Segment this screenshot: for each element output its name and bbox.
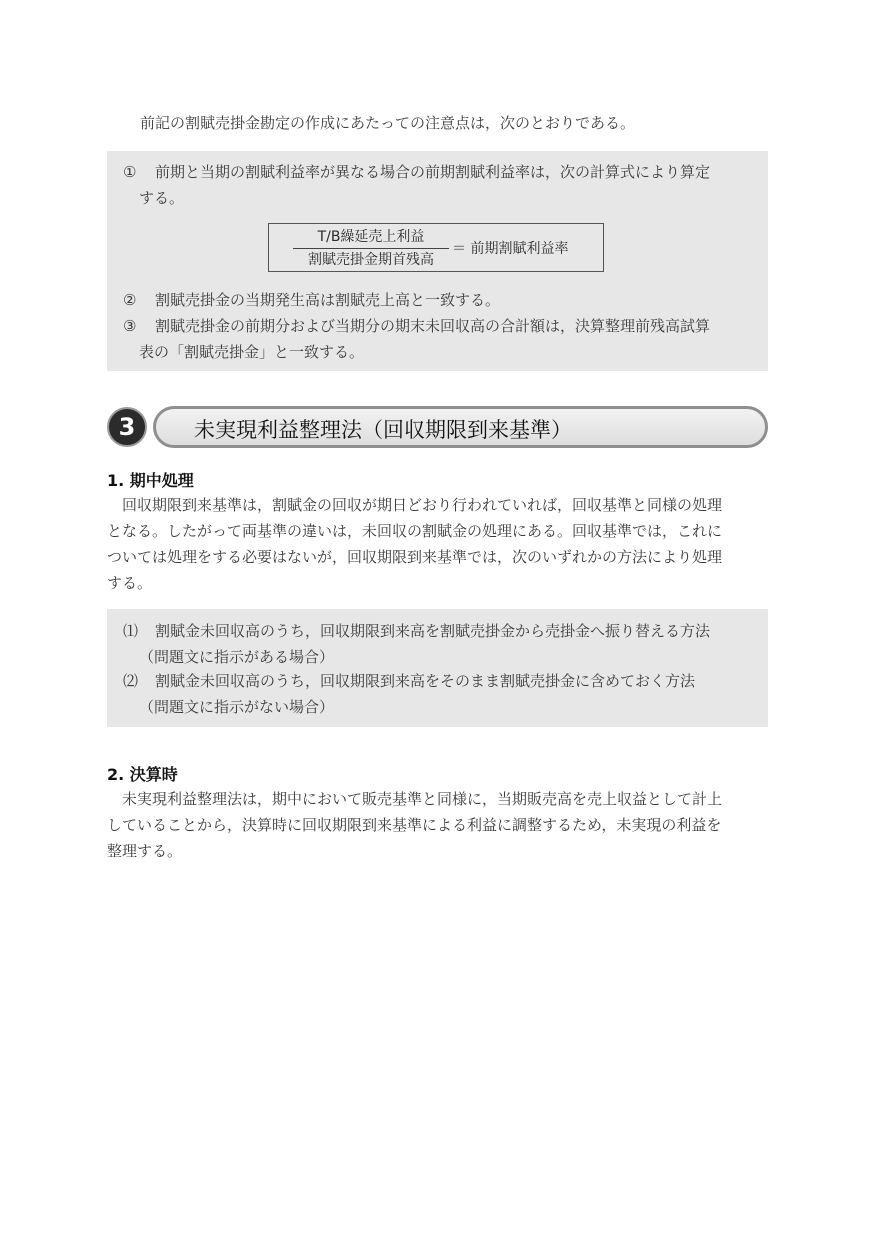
note-item-1 [123,159,753,211]
note-text: 割賦売掛金の当期発生高は割賦売上高と一致する。 [155,291,501,309]
note-number: ① [123,163,137,181]
notes-box [107,151,768,371]
method-number: ⑵ [123,672,139,690]
method-item-2 [123,668,753,720]
method-text: 割賦金未回収高のうち，回収期限到来高を割賦売掛金から売掛金へ振り替える方法 [155,622,711,640]
section-header [107,406,768,450]
section-title-bar [153,406,768,448]
section-number-badge: 3 [107,407,147,447]
paragraph-line: 回収期限到来基準は，割賦金の回収が期日どおり行われていれば，回収基準と同様の処理 [122,496,723,514]
section-title: 未実現利益整理法（回収期限到来基準） [194,418,572,442]
method-text-continued: （問題文に指示がある場合） [139,648,335,666]
method-item-1 [123,618,753,670]
subheading-2: 2. 決算時 [107,765,178,784]
paragraph-1 [107,492,770,596]
paragraph-line: となる。したがって両基準の違いは，未回収の割賦金の処理にある。回収基準では，これに [107,522,723,540]
note-item-2 [123,287,753,313]
note-text-continued: する。 [139,189,185,207]
paragraph-line: する。 [107,574,153,592]
note-text: 割賦売掛金の前期分および当期分の期末未回収高の合計額は，決算整理前残高試算 [155,317,711,335]
note-item-3 [123,313,753,365]
formula-denominator: 割賦売掛金期首残高 [308,252,434,268]
formula-result: ＝ 前期割賦利益率 [452,241,569,257]
note-number: ③ [123,317,137,335]
method-number: ⑴ [123,622,139,640]
note-number: ② [123,291,137,309]
note-text-continued: 表の「割賦売掛金」と一致する。 [139,343,365,361]
paragraph-line: 未実現利益整理法は，期中において販売基準と同様に，当期販売高を売上収益として計上 [122,790,723,808]
paragraph-line: していることから，決算時に回収期限到来基準による利益に調整するため，未実現の利益を [107,816,722,834]
method-text-continued: （問題文に指示がない場合） [139,698,335,716]
subheading-1: 1. 期中処理 [107,471,194,490]
formula-numerator: T/B繰延売上利益 [293,226,449,249]
intro-paragraph: 前記の割賦売掛金勘定の作成にあたっての注意点は，次のとおりである。 [140,114,636,132]
note-text: 前期と当期の割賦利益率が異なる場合の前期割賦利益率は，次の計算式により算定 [155,163,711,181]
formula-box [268,223,604,272]
paragraph-line: ついては処理をする必要はないが，回収期限到来基準では，次のいずれかの方法により処理 [107,548,723,566]
formula-fraction [293,226,449,271]
paragraph-2 [107,786,770,864]
methods-box [107,609,768,727]
paragraph-line: 整理する。 [107,842,183,860]
method-text: 割賦金未回収高のうち，回収期限到来高をそのまま割賦売掛金に含めておく方法 [155,672,696,690]
